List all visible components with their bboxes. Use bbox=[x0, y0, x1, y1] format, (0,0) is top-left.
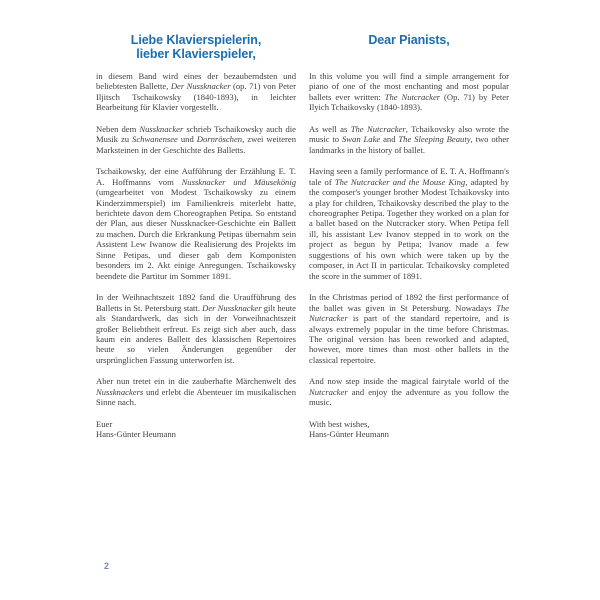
column-german bbox=[96, 33, 296, 440]
english-heading bbox=[309, 33, 509, 71]
paragraph: Having seen a family performance of E. T. A. Hoffmann's tale of The Nutcracker and the Mouse King, adapted by the composer's younger brother Modest Tchaikovsky into a play for children, Tchaikovsky described the play to the choreographer Petipa. Together they worked on a plan for a ballet based on the Nutcracker story. When Petipa fell ill, his assistant Lev Ivanov stepped in to work on the project as begun by Petipa; Ivanov made a few suggestions of his own which were taken up by the composer, in Act II in particular. Tchaikovsky completed the score in the summer of 1891. bbox=[309, 166, 509, 281]
paragraph: Neben dem Nussknacker schrieb Tschaikowsky auch die Musik zu Schwanensee und Dornröschen, zwei weiteren Marksteinen in der Geschichte des Balletts. bbox=[96, 123, 297, 155]
paragraph: In the Christmas period of 1892 the first performance of the ballet was given in St Petersburg. Nowadays The Nutcracker is part of the standard repertoire, and is always extremely popular in the time before Christmas. The original version has been reworked and adapted, however, more times than most other ballets in the classical repertoire. bbox=[309, 292, 509, 365]
text-line: Dear Pianists, bbox=[368, 33, 450, 47]
paragraph: In der Weihnachtszeit 1892 fand die Uraufführung des Balletts in St. Petersburg statt. Der Nussknacker gilt heute als Standardwerk, das sich in der Vorweihnachtszeit großer Beliebtheit erfreut. Es zeigt sich aber auch, dass kaum ein anderes Ballett des klassischen Repertoires heute so vielen Änderungen gegenüber der ursprünglichen Fassung unterworfen ist. bbox=[96, 292, 296, 365]
paragraph: Tschaikowsky, der eine Aufführung der Erzählung E. T. A. Hoffmanns vom Nussknacker und Mäusekönig (umgearbeitet von Modest Tschaikowsky zu einem Kinderzimmerspiel) im Familienkreis miterlebt hatte, berichtete davon dem Choreographen Petipa. So entstand der Plan, aus dieser Nussknacker-Geschichte ein Ballett zu machen. Durch die Erkrankung Petipas übernahm sein Assistent Lew Iwanow die Realisierung des Projekts im Sinne Petipas, und dieser gab dem Komponisten besonders im 2. Akt einige Anregungen. Tschaikowsky beendete die Partitur im Sommer 1891. bbox=[96, 166, 297, 281]
paragraph: Aber nun tretet ein in die zauberhafte Märchenwelt des Nussknackers und erlebt die Abenteuer im musikalischen Sinne nach. bbox=[96, 376, 296, 408]
paragraph: In this volume you will find a simple arrangement for piano of one of the most enchanting and most popular ballets ever written: The Nutcracker (Op. 71) by Peter Ilyich Tchaikovsky (1840-1893). bbox=[309, 71, 509, 113]
text-line: Euer bbox=[96, 418, 113, 429]
german-heading bbox=[96, 33, 296, 71]
german-signature bbox=[96, 419, 296, 440]
paragraph: in diesem Band wird eines der bezauberndsten und beliebtesten Ballette, Der Nussknacker (op. 71) von Peter Iljitsch Tschaikowsky (1840-1893), in leichter Bearbeitung für Klavier vorgestellt. bbox=[96, 71, 296, 113]
text-line: Hans-Günter Heumann bbox=[96, 429, 176, 440]
paragraph: As well as The Nutcracker, Tchaikovsky also wrote the music to Swan Lake and The Sleeping Beauty, two other landmarks in the history of ballet. bbox=[309, 123, 510, 155]
text-line: Hans-Günter Heumann bbox=[309, 429, 389, 440]
paragraph: And now step inside the magical fairytale world of the Nutcracker and enjoy the adventure as you follow the music. bbox=[309, 376, 509, 408]
english-signature bbox=[309, 419, 509, 440]
two-column-layout bbox=[96, 33, 509, 440]
text-line: lieber Klavierspieler, bbox=[136, 47, 256, 61]
english-body-text bbox=[309, 71, 509, 408]
text-line: Liebe Klavierspielerin, bbox=[130, 33, 262, 47]
text-line: With best wishes, bbox=[309, 418, 370, 429]
column-english bbox=[309, 33, 509, 440]
page-number: 2 bbox=[104, 561, 110, 571]
german-body-text bbox=[96, 71, 296, 408]
